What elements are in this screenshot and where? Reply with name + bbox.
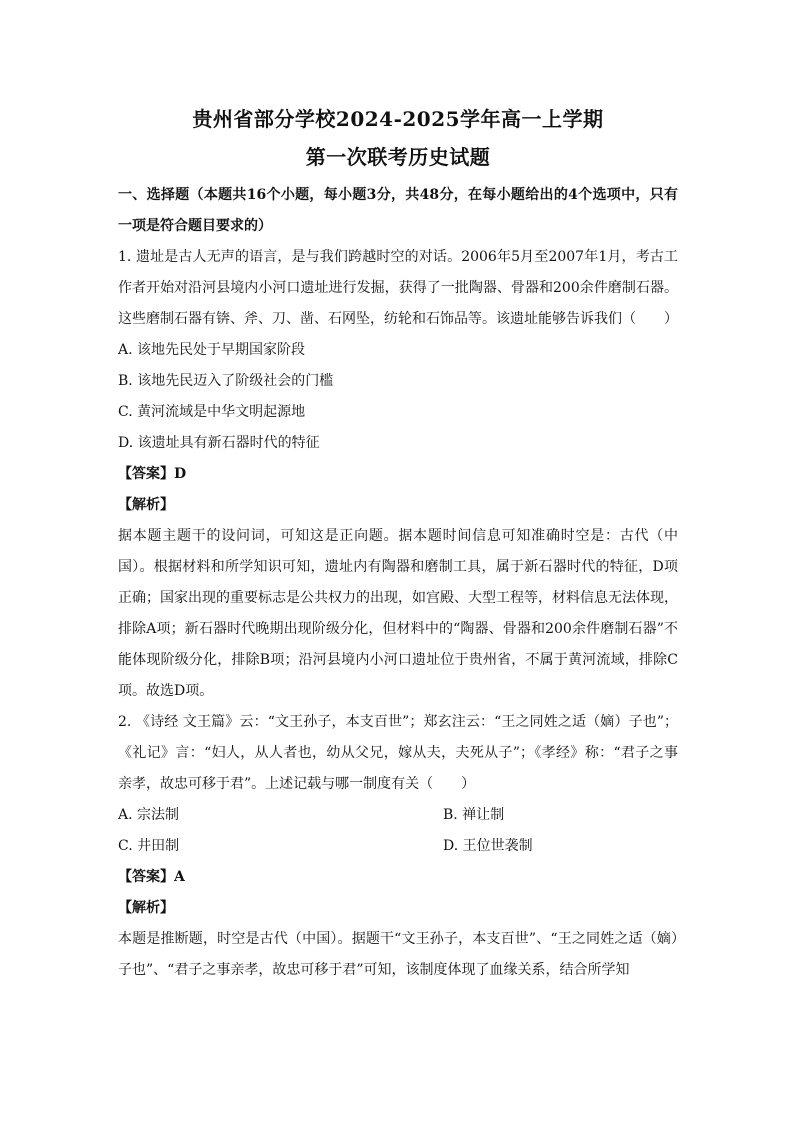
question-stem: 2. 《诗经 文王篇》云：“文王孙子，本支百世”；郑玄注云：“王之同姓之适（嫡）子也”；《礼记》言：“妇人，从人者也，幼从父兄，嫁从夫，夫死从子”；《孝经》称：“君子之事亲孝，故忠可移于君”。上述记载与哪一制度有关（ ） bbox=[118, 714, 678, 792]
question-1 bbox=[118, 242, 678, 707]
option-a: A. 宗法制 bbox=[118, 807, 180, 823]
document-subtitle: 第一次联考历史试题 bbox=[305, 145, 491, 169]
question-2 bbox=[118, 707, 678, 986]
analysis-label: 【解析】 bbox=[118, 497, 174, 513]
option-d: D. 王位世袭制 bbox=[443, 838, 533, 854]
option-row bbox=[118, 800, 678, 831]
answer-label: 【答案】A bbox=[118, 869, 185, 885]
option-row bbox=[118, 831, 678, 862]
document-title: 贵州省部分学校2024-2025学年高一上学期 bbox=[192, 107, 604, 131]
option-c: C. 井田制 bbox=[118, 838, 180, 854]
option-c: C. 黄河流域是中华文明起源地 bbox=[118, 404, 306, 420]
option-b: B. 该地先民迈入了阶级社会的门槛 bbox=[118, 373, 334, 389]
option-a: A. 该地先民处于早期国家阶段 bbox=[118, 342, 306, 358]
question-stem: 1. 遗址是古人无声的语言，是与我们跨越时空的对话。2006年5月至2007年1月，考古工作者开始对沿河县境内小河口遗址进行发掘，获得了一批陶器、骨器和200余件磨制石器。这些磨制石器有锛、斧、刀、凿、石网坠，纺轮和石饰品等。该遗址能够告诉我们（ ） bbox=[118, 249, 678, 327]
analysis-label: 【解析】 bbox=[118, 900, 174, 916]
option-d: D. 该遗址具有新石器时代的特征 bbox=[118, 435, 320, 451]
answer-label: 【答案】D bbox=[118, 466, 187, 482]
section-header: 一、选择题（本题共16个小题，每小题3分，共48分，在每小题给出的4个选项中，只有一项是符合题目要求的） bbox=[118, 187, 678, 234]
analysis-text: 据本题主题干的设问词，可知这是正向题。据本题时间信息可知准确时空是：古代（中国）。根据材料和所学知识可知，遗址内有陶器和磨制工具，属于新石器时代的特征，D项正确；国家出现的重要标志是公共权力的出现，如宫殿、大型工程等，材料信息无法体现，排除A项；新石器时代晚期出现阶级分化，但材料中的“陶器、骨器和200余件磨制石器”不能体现阶级分化，排除B项；沿河县境内小河口遗址位于贵州省，不属于黄河流域，排除C项。故选D项。 bbox=[118, 528, 678, 699]
analysis-text: 本题是推断题，时空是古代（中国）。据题干“文王孙子，本支百世”、“王之同姓之适（嫡）子也”、“君子之事亲孝，故忠可移于君”可知，该制度体现了血缘关系，结合所学知 bbox=[118, 931, 678, 978]
option-b: B. 禅让制 bbox=[443, 807, 505, 823]
document-page bbox=[118, 100, 678, 986]
